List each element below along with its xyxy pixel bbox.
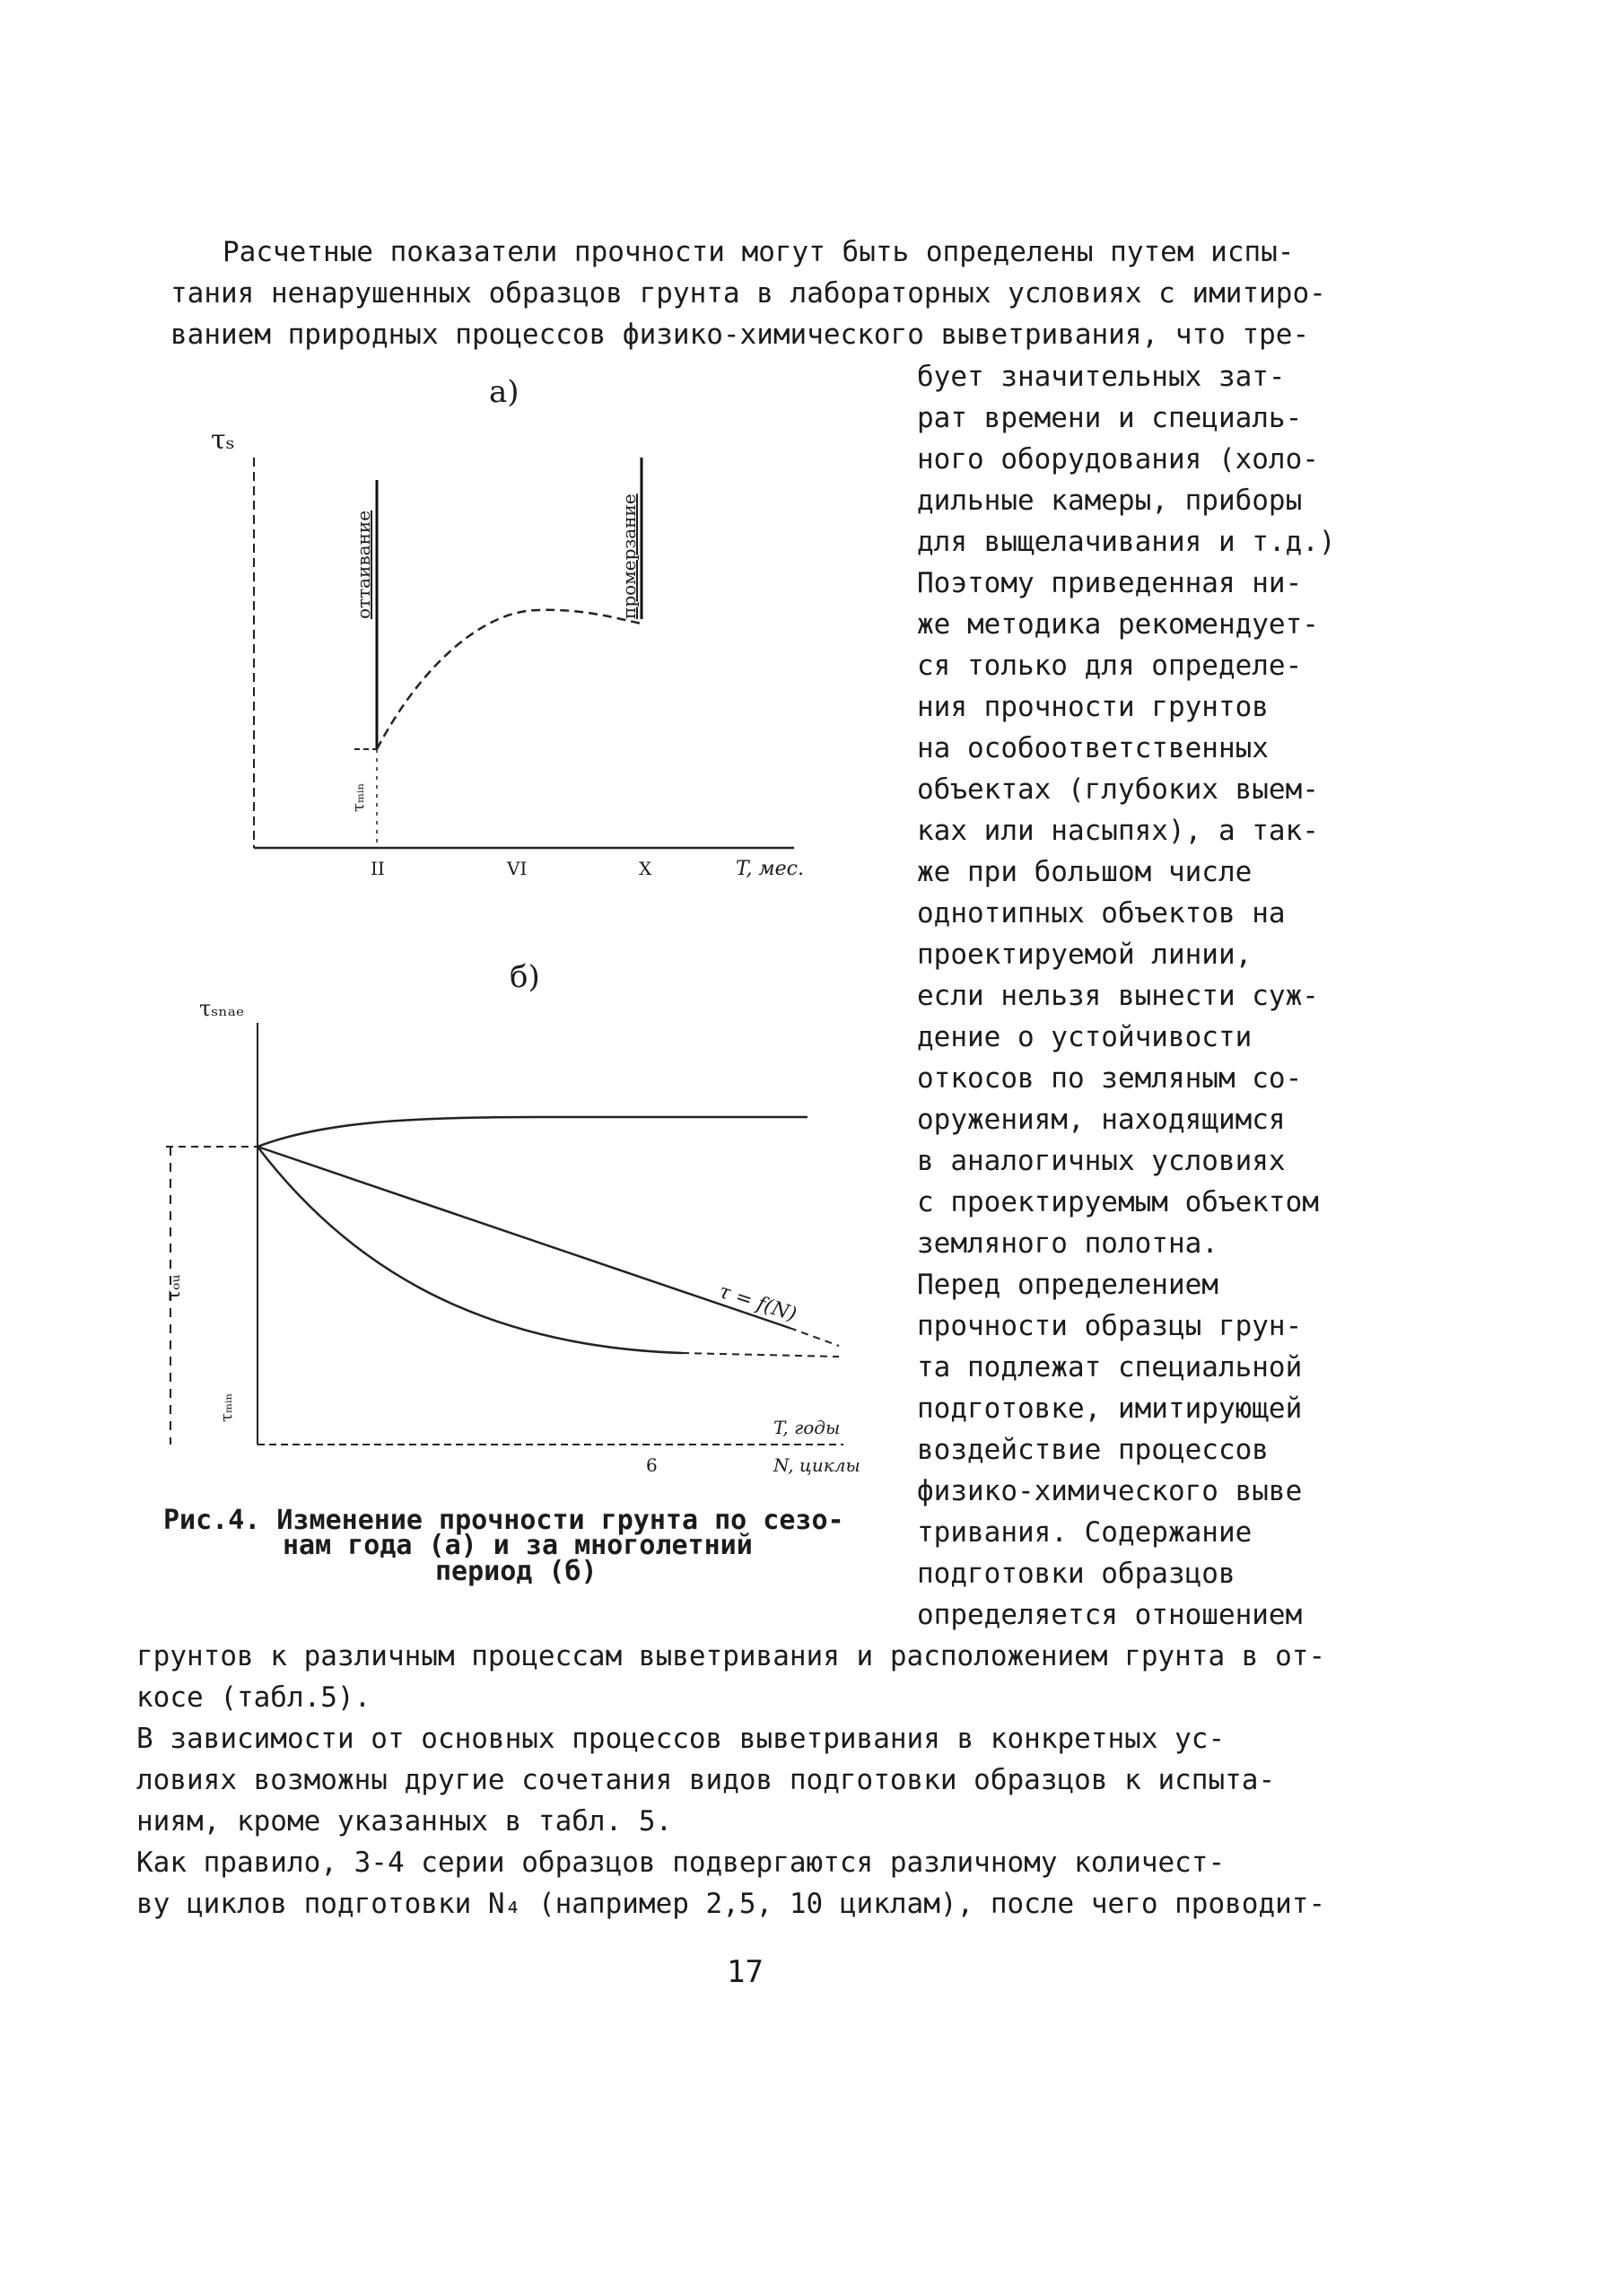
figure-a-min-label: τₘᵢₙ (349, 782, 368, 812)
figure-b-x-axis-label: N, циклы (773, 1454, 860, 1476)
figure-b-y-level-label: τₒᵤ (162, 1274, 185, 1301)
figure-b-label: б) (510, 959, 540, 995)
caption-line: Рис.4. Изменение прочности грунта по сезо- (163, 1505, 844, 1536)
figure-b (162, 959, 860, 1476)
figure-b-curve-linear-ext (790, 1328, 839, 1346)
text-line: дение о устойчивости (917, 1021, 1253, 1053)
text-line: ках или насыпях), а так- (917, 815, 1319, 847)
text-line: объектах (глубоких выем- (917, 773, 1319, 806)
text-line: косе (табл.5). (136, 1681, 371, 1714)
text-line: Поэтому приведенная ни- (917, 567, 1303, 599)
text-line: ловиях возможны другие сочетания видов подготовки образцов к испыта- (136, 1764, 1276, 1796)
figure-a (211, 374, 804, 880)
text-line: для выщелачивания и т.д.) (917, 526, 1336, 558)
text-line: откосов по земляным со- (917, 1062, 1303, 1095)
text-line: подготовке, имитирующей (917, 1392, 1303, 1425)
text-line: воздействие процессов (917, 1434, 1269, 1466)
figure-b-y-low-label: τₘᵢₙ (217, 1392, 236, 1422)
figure-b-x-axis-label: T, годы (773, 1417, 841, 1438)
text-line: же методика рекомендует- (917, 608, 1319, 641)
text-line: оружениям, находящимся (917, 1104, 1286, 1136)
text-line: ву циклов подготовки N₄ (например 2,5, 10 циклам), после чего проводит- (136, 1888, 1326, 1920)
caption-line: период (б) (435, 1556, 598, 1587)
text-line: тания ненарушенных образцов грунта в лабораторных условиях с имитиро- (170, 277, 1326, 310)
page-number: 17 (727, 1954, 764, 1990)
figure-b-y-axis-label: τₛₙₐₑ (199, 996, 245, 1021)
text-line: земляного полотна. (917, 1227, 1218, 1260)
text-line: ния прочности грунтов (917, 691, 1269, 723)
figure-b-curve-linear (258, 1147, 790, 1328)
figure-b-curve-upper (258, 1117, 808, 1147)
figure-b-x-tick: 6 (646, 1454, 658, 1476)
text-line: Расчетные показатели прочности могут быть определены путем испы- (223, 236, 1295, 268)
text-line: ного оборудования (холо- (917, 443, 1319, 476)
text-line: ся только для определе- (917, 650, 1303, 682)
figure-a-tick-label: X (639, 858, 652, 879)
text-line: проектируемой линии, (917, 938, 1253, 971)
text-line: если нельзя вынести суж- (917, 980, 1319, 1012)
text-line: с проектируемым объектом (917, 1186, 1319, 1218)
text-line: В зависимости от основных процессов выветривания в конкретных ус- (136, 1723, 1226, 1755)
text-line: определяется отношением (917, 1599, 1303, 1631)
text-line: на особоответственных (917, 732, 1269, 764)
text-line: прочности образцы грун- (917, 1310, 1303, 1342)
figure-a-label: а) (489, 374, 520, 410)
text-line: грунтов к различным процессам выветривания и расположением грунта в от- (136, 1640, 1326, 1672)
text-line: в аналогичных условиях (917, 1145, 1286, 1177)
text-line: дильные камеры, приборы (917, 485, 1303, 517)
figure-b-curve-lower (258, 1147, 682, 1353)
text-line: бует значительных зат- (917, 361, 1286, 393)
text-line: физико-химического выве (917, 1475, 1303, 1507)
figure-a-x-axis-label: T, мес. (736, 858, 805, 880)
figure-b-curve-label: τ = f(N) (716, 1279, 799, 1327)
text-line: тривания. Содержание (917, 1516, 1253, 1549)
text-line: Как правило, 3-4 серии образцов подвергаются различному количест- (136, 1846, 1226, 1879)
text-line: же при большом числе (917, 856, 1253, 888)
figure-b-curve-lower-ext (682, 1353, 839, 1357)
text-line: ванием природных процессов физико-химического выветривания, что тре- (170, 319, 1310, 351)
text-line: рат времени и специаль- (917, 402, 1303, 434)
figure-a-tick-label: VI (507, 858, 528, 879)
text-line: Перед определением (917, 1269, 1218, 1301)
text-line: та подлежат специальной (917, 1351, 1303, 1384)
text-line: подготовки образцов (917, 1558, 1235, 1590)
text-line: ниям, кроме указанных в табл. 5. (136, 1805, 673, 1838)
caption-line: нам года (а) и за многолетний (283, 1530, 753, 1561)
figure-a-strength-curve (377, 610, 642, 749)
text-line: однотипных объектов на (917, 897, 1286, 930)
figure-a-thaw-annotation: оттаивание (353, 510, 374, 619)
figure-a-y-axis-label: τₛ (211, 424, 235, 456)
figure-a-freeze-annotation: промерзание (618, 493, 640, 619)
figure-a-tick-label: II (371, 858, 385, 879)
